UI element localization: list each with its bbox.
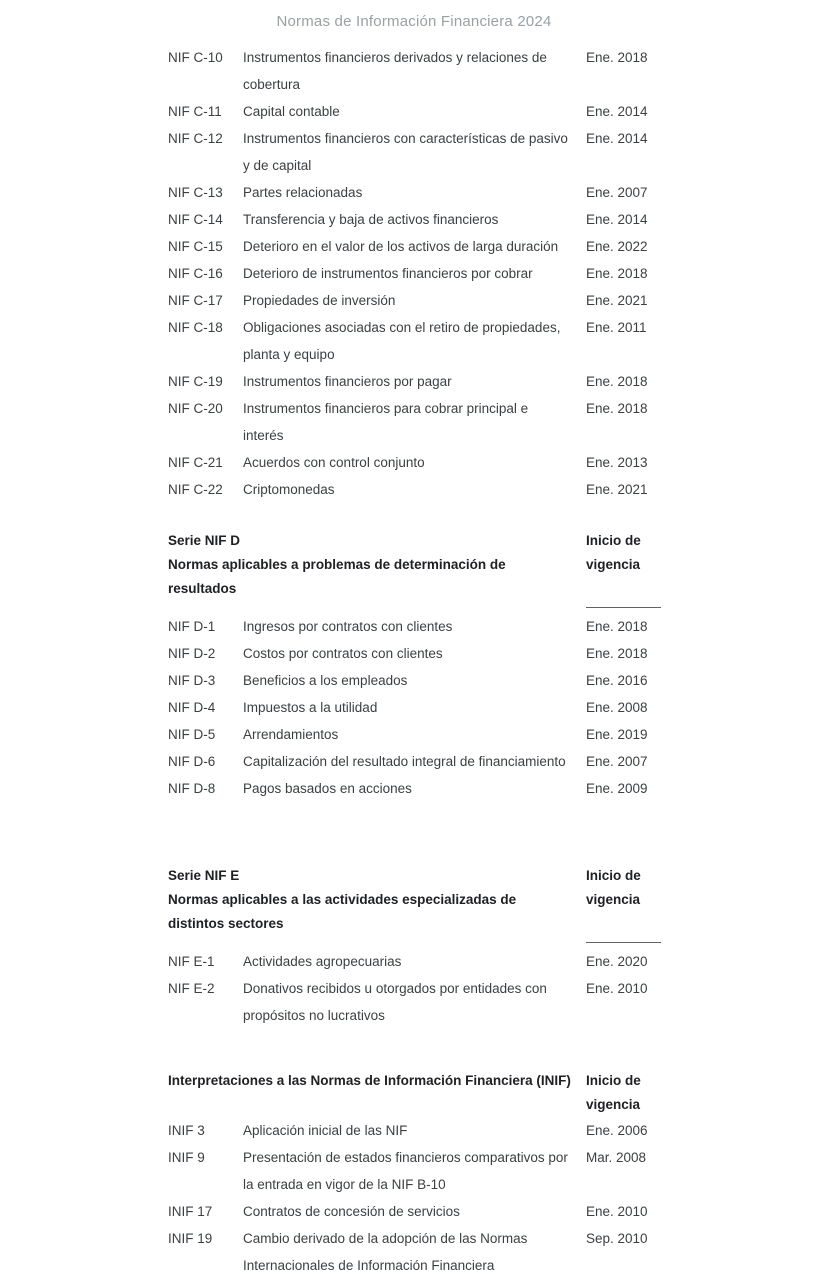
table-row <box>168 395 660 449</box>
standard-description: Obligaciones asociadas con el retiro de propiedades, planta y equipo <box>243 320 561 362</box>
standard-code: NIF C-17 <box>168 293 223 308</box>
standard-description: Criptomonedas <box>243 482 335 497</box>
standard-description: Donativos recibidos u otorgados por entidades con propósitos no lucrativos <box>243 981 547 1023</box>
effective-date-header-line2: vigencia <box>586 1097 641 1112</box>
standard-code: INIF 19 <box>168 1231 213 1246</box>
standard-description: Instrumentos financieros para cobrar principal e interés <box>243 401 529 443</box>
table-row <box>168 260 660 287</box>
table-row <box>168 721 660 748</box>
standard-effective-date: Ene. 2018 <box>586 266 648 281</box>
section-header-title <box>168 864 586 936</box>
sections-container <box>168 44 660 1279</box>
standard-code: NIF D-6 <box>168 754 216 769</box>
table-row <box>168 44 660 98</box>
table-row <box>168 1117 660 1144</box>
table-row <box>168 975 660 1029</box>
standard-code: NIF C-22 <box>168 482 223 497</box>
effective-date-header-line2: vigencia <box>586 892 641 907</box>
standard-description: Instrumentos financieros con características de pasivo y de capital <box>243 131 568 173</box>
effective-date-column-header <box>586 1069 660 1117</box>
standard-description: Costos por contratos con clientes <box>243 646 443 661</box>
standard-effective-date: Ene. 2014 <box>586 131 648 146</box>
table-row <box>168 287 660 314</box>
section-header-line1: Serie NIF D <box>168 533 241 548</box>
effective-date-header-line1: Inicio de <box>586 868 641 883</box>
standard-effective-date: Ene. 2010 <box>586 1204 648 1219</box>
standard-description: Pagos basados en acciones <box>243 781 412 796</box>
standard-effective-date: Ene. 2014 <box>586 104 648 119</box>
table-row <box>168 1198 660 1225</box>
standard-code: NIF D-2 <box>168 646 216 661</box>
table-row <box>168 98 660 125</box>
table-row <box>168 667 660 694</box>
section-serie-nif-c-continuacion <box>168 44 660 503</box>
standard-code: NIF E-1 <box>168 954 215 969</box>
section-serie-nif-d <box>168 529 660 802</box>
standard-description: Deterioro de instrumentos financieros por cobrar <box>243 266 533 281</box>
standard-code: NIF C-14 <box>168 212 223 227</box>
standard-effective-date: Ene. 2006 <box>586 1123 648 1138</box>
standard-effective-date: Ene. 2018 <box>586 646 648 661</box>
table-row <box>168 1225 660 1279</box>
table-row <box>168 233 660 260</box>
effective-date-column-header <box>586 529 660 577</box>
section-serie-nif-e <box>168 864 660 1029</box>
section-header-line2: Normas aplicables a problemas de determinación de resultados <box>168 557 506 596</box>
standard-description: Propiedades de inversión <box>243 293 396 308</box>
page-title: Normas de Información Financiera 2024 <box>276 13 552 30</box>
standard-code: NIF C-19 <box>168 374 223 389</box>
table-row <box>168 613 660 640</box>
standard-description: Capital contable <box>243 104 340 119</box>
standard-description: Instrumentos financieros derivados y relaciones de cobertura <box>243 50 547 92</box>
standard-effective-date: Ene. 2021 <box>586 293 648 308</box>
standard-description: Aplicación inicial de las NIF <box>243 1123 408 1138</box>
section-spacer <box>168 503 660 529</box>
standard-description: Instrumentos financieros por pagar <box>243 374 452 389</box>
section-header-line1: Interpretaciones a las Normas de Información Financiera (INIF) <box>168 1073 571 1088</box>
standard-effective-date: Ene. 2019 <box>586 727 648 742</box>
section-header-title <box>168 529 586 601</box>
effective-date-header-line2: vigencia <box>586 557 641 572</box>
standard-code: NIF C-16 <box>168 266 223 281</box>
standard-description: Arrendamientos <box>243 727 339 742</box>
standard-description: Beneficios a los empleados <box>243 673 408 688</box>
standard-description: Capitalización del resultado integral de financiamiento <box>243 754 566 769</box>
section-header-title <box>168 1069 586 1093</box>
section-header-line1: Serie NIF E <box>168 868 240 883</box>
standard-code: NIF D-8 <box>168 781 216 796</box>
standard-effective-date: Ene. 2011 <box>586 320 647 335</box>
table-row <box>168 775 660 802</box>
standard-effective-date: Ene. 2010 <box>586 981 648 996</box>
table-row <box>168 748 660 775</box>
standard-code: NIF C-20 <box>168 401 223 416</box>
title-spacer <box>168 30 660 44</box>
standard-description: Actividades agropecuarias <box>243 954 402 969</box>
standard-description: Contratos de concesión de servicios <box>243 1204 460 1219</box>
table-row <box>168 206 660 233</box>
standard-code: NIF D-1 <box>168 619 216 634</box>
standard-code: NIF C-12 <box>168 131 223 146</box>
standards-table <box>168 30 660 1279</box>
standard-code: NIF C-15 <box>168 239 223 254</box>
standard-effective-date: Ene. 2018 <box>586 374 648 389</box>
standard-code: NIF C-13 <box>168 185 223 200</box>
standard-effective-date: Ene. 2018 <box>586 50 648 65</box>
standard-code: NIF C-10 <box>168 50 223 65</box>
standard-code: INIF 9 <box>168 1150 205 1165</box>
standard-code: NIF D-4 <box>168 700 216 715</box>
standard-effective-date: Ene. 2018 <box>586 619 648 634</box>
table-row <box>168 179 660 206</box>
section-header-line2: Normas aplicables a las actividades especializadas de distintos sectores <box>168 892 517 931</box>
effective-date-header-line1: Inicio de <box>586 1073 641 1088</box>
effective-date-header-rule <box>586 942 661 943</box>
section-header <box>168 1069 660 1117</box>
table-row <box>168 1144 660 1198</box>
standard-effective-date: Ene. 2014 <box>586 212 648 227</box>
standard-description: Transferencia y baja de activos financieros <box>243 212 499 227</box>
section-header <box>168 864 660 936</box>
standard-effective-date: Ene. 2016 <box>586 673 648 688</box>
table-row <box>168 449 660 476</box>
standard-description: Partes relacionadas <box>243 185 363 200</box>
standard-effective-date: Ene. 2020 <box>586 954 648 969</box>
standard-code: NIF D-5 <box>168 727 216 742</box>
standard-description: Acuerdos con control conjunto <box>243 455 425 470</box>
standard-effective-date: Ene. 2009 <box>586 781 648 796</box>
table-row <box>168 694 660 721</box>
effective-date-column-header <box>586 864 660 912</box>
table-row <box>168 125 660 179</box>
standard-description: Cambio derivado de la adopción de las Normas Internacionales de Información Financiera <box>243 1231 528 1273</box>
table-row <box>168 314 660 368</box>
standard-description: Impuestos a la utilidad <box>243 700 378 715</box>
standard-description: Presentación de estados financieros comparativos por la entrada en vigor de la NIF B-10 <box>243 1150 568 1192</box>
standard-code: NIF E-2 <box>168 981 215 996</box>
standard-effective-date: Ene. 2013 <box>586 455 648 470</box>
standard-effective-date: Ene. 2008 <box>586 700 648 715</box>
standard-effective-date: Ene. 2018 <box>586 401 648 416</box>
section-spacer <box>168 802 660 864</box>
section-header <box>168 529 660 601</box>
standard-code: NIF C-11 <box>168 104 222 119</box>
standard-effective-date: Ene. 2007 <box>586 185 648 200</box>
standard-description: Deterioro en el valor de los activos de larga duración <box>243 239 559 254</box>
standard-effective-date: Ene. 2021 <box>586 482 648 497</box>
standard-code: NIF C-18 <box>168 320 223 335</box>
standard-code: INIF 17 <box>168 1204 213 1219</box>
table-row <box>168 640 660 667</box>
standard-description: Ingresos por contratos con clientes <box>243 619 453 634</box>
table-row <box>168 948 660 975</box>
standard-effective-date: Ene. 2007 <box>586 754 648 769</box>
table-row <box>168 476 660 503</box>
standard-code: INIF 3 <box>168 1123 205 1138</box>
effective-date-header-rule <box>586 607 661 608</box>
standard-effective-date: Ene. 2022 <box>586 239 648 254</box>
standard-effective-date: Sep. 2010 <box>586 1231 648 1246</box>
standard-code: NIF D-3 <box>168 673 216 688</box>
section-spacer <box>168 1029 660 1069</box>
table-row <box>168 368 660 395</box>
standard-code: NIF C-21 <box>168 455 223 470</box>
effective-date-header-line1: Inicio de <box>586 533 641 548</box>
section-inif <box>168 1069 660 1279</box>
standard-effective-date: Mar. 2008 <box>586 1150 647 1165</box>
